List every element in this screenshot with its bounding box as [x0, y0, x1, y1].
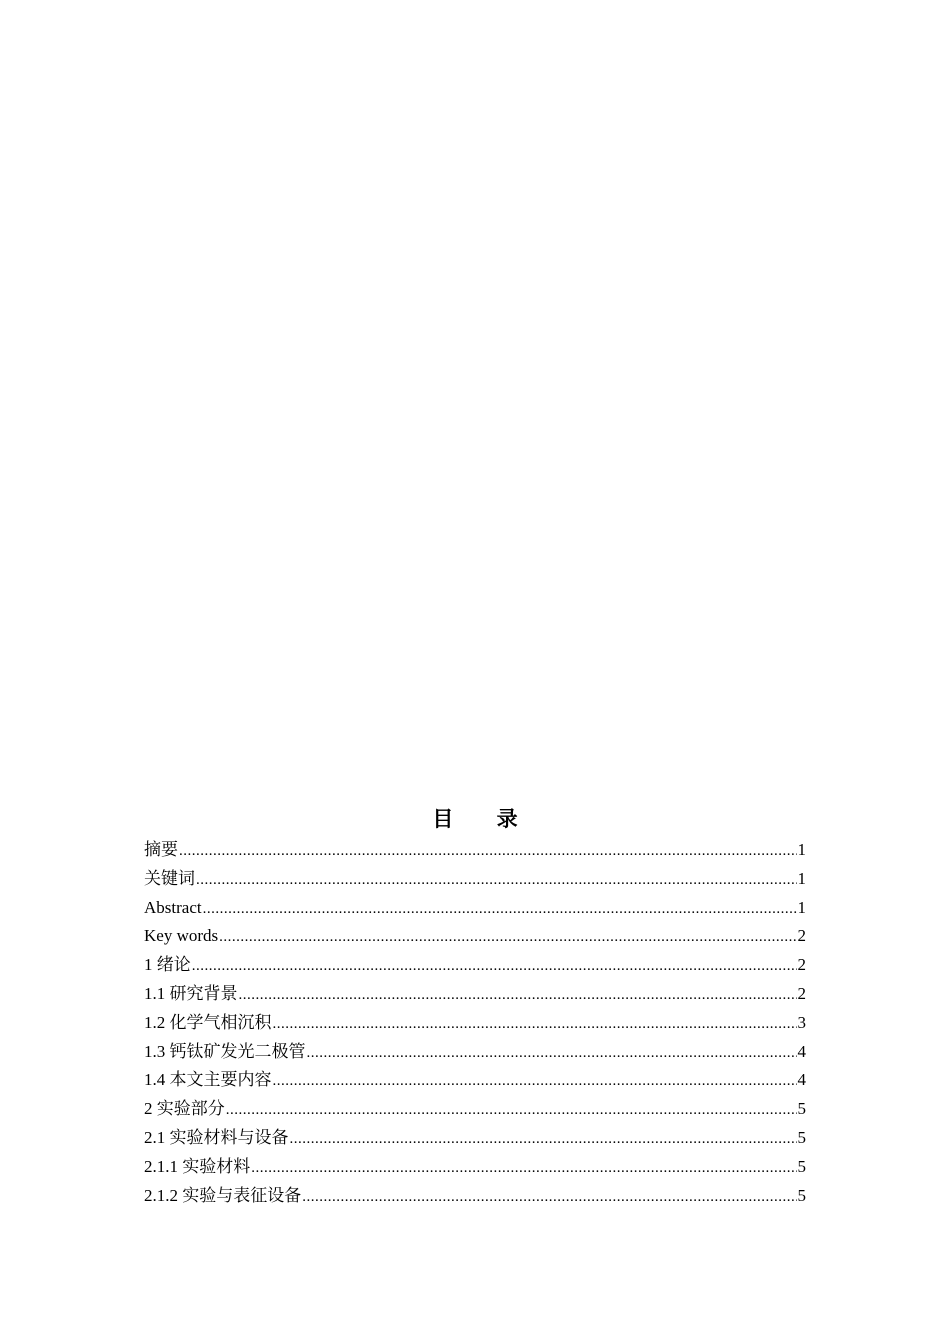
toc-entry[interactable] — [144, 1182, 806, 1211]
toc-entry-page: 3 — [797, 1012, 806, 1032]
toc-entry[interactable] — [144, 836, 806, 865]
toc-entry[interactable] — [144, 894, 806, 923]
toc-entry-page: 2 — [797, 926, 806, 946]
toc-entry-label: 1 绪论 — [144, 955, 191, 975]
toc-entry[interactable] — [144, 1066, 806, 1095]
toc-entry[interactable] — [144, 1009, 806, 1038]
toc-dot-leader — [192, 952, 797, 981]
toc-entry-label: 2.1 实验材料与设备 — [144, 1127, 289, 1147]
toc-entry-label: 1.2 化学气相沉积 — [144, 1012, 272, 1032]
toc-dot-leader — [273, 1010, 797, 1039]
toc-entry-page: 5 — [797, 1185, 806, 1205]
toc-entry-page: 1 — [797, 868, 806, 888]
toc-entry-label: 1.1 研究背景 — [144, 983, 238, 1003]
toc-dot-leader — [290, 1125, 797, 1154]
toc-entry-page: 4 — [797, 1041, 806, 1061]
toc-entry[interactable] — [144, 1124, 806, 1153]
toc-entry-page: 5 — [797, 1156, 806, 1176]
toc-entry-label: Abstract — [144, 897, 202, 917]
toc-entry-label: 1.4 本文主要内容 — [144, 1070, 272, 1090]
toc-dot-leader — [239, 981, 797, 1010]
toc-dot-leader — [226, 1096, 797, 1125]
toc-entry-page: 2 — [797, 955, 806, 975]
toc-dot-leader — [179, 837, 797, 866]
toc-dot-leader — [302, 1183, 796, 1212]
toc-entry-label: 2.1.2 实验与表征设备 — [144, 1185, 302, 1205]
toc-entry-label: 摘要 — [144, 840, 178, 859]
toc-dot-leader — [273, 1067, 797, 1096]
toc-dot-leader — [307, 1039, 797, 1068]
toc-entry-page: 2 — [797, 983, 806, 1003]
toc-title: 目 录 — [432, 807, 536, 831]
toc-entry[interactable] — [144, 865, 806, 894]
toc-entry[interactable] — [144, 1038, 806, 1067]
toc-entry[interactable] — [144, 980, 806, 1009]
toc-entry-page: 5 — [797, 1127, 806, 1147]
toc-entry[interactable] — [144, 1095, 806, 1124]
toc-entry-label: 关键词 — [144, 868, 195, 888]
toc-entry-page: 4 — [797, 1070, 806, 1090]
toc-entry-label: 1.3 钙钛矿发光二极管 — [144, 1041, 306, 1061]
toc-entry-label: 2 实验部分 — [144, 1099, 225, 1119]
toc-entry-page: 1 — [797, 840, 806, 859]
toc-entry[interactable] — [144, 1153, 806, 1182]
toc-entry-page: 1 — [797, 897, 806, 917]
toc-entry-page: 5 — [797, 1099, 806, 1119]
toc-entry[interactable] — [144, 922, 806, 951]
table-of-contents — [144, 802, 806, 1210]
toc-dot-leader — [196, 866, 797, 895]
toc-dot-leader — [251, 1154, 796, 1183]
toc-entry-label: Key words — [144, 926, 219, 946]
toc-list — [144, 836, 806, 1210]
toc-entry[interactable] — [144, 951, 806, 980]
toc-dot-leader — [203, 895, 797, 924]
toc-entry-label: 2.1.1 实验材料 — [144, 1156, 251, 1176]
toc-dot-leader — [219, 923, 796, 952]
